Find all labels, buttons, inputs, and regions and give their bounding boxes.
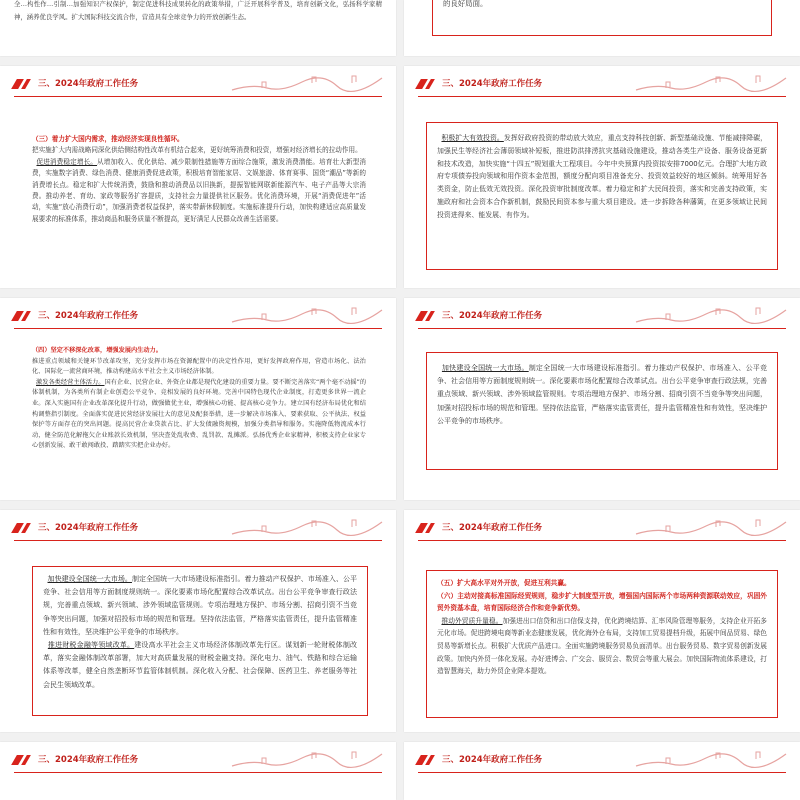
slide-text: 全…构性作…引制…加强知识产权保护，制定促进科技成果转化的政策举措，广泛开展科学普及，培育创新文化，弘扬科学家精神，涵养优良学风。扩大国际科技交流合作，营造具有全球竞争力的开放创新生态。 <box>14 0 382 21</box>
header-mark-icon <box>415 311 435 321</box>
slide-title: 三、2024年政府工作任务 <box>38 755 139 765</box>
great-wall-icon <box>636 70 786 96</box>
slide-title: 三、2024年政府工作任务 <box>38 311 139 321</box>
slide-bottom-left <box>0 742 396 800</box>
slide-header <box>404 298 800 334</box>
section-heading: （三）着力扩大国内需求，推动经济实现良性循环。 <box>32 135 184 143</box>
slide-title: 三、2024年政府工作任务 <box>442 79 543 89</box>
header-rule <box>14 96 382 97</box>
content-box <box>32 566 368 716</box>
slide-top-left <box>0 0 396 56</box>
box-text <box>437 132 767 222</box>
slide-title: 三、2024年政府工作任务 <box>38 79 139 89</box>
header-mark-icon <box>415 79 435 89</box>
slide-title: 三、2024年政府工作任务 <box>38 523 139 533</box>
content-box <box>432 0 772 36</box>
section-heading: （五）扩大高水平对外开放，促进互利共赢。 <box>437 579 571 587</box>
great-wall-icon <box>232 70 382 96</box>
slide-header <box>0 742 396 778</box>
paragraph-lead: 加快建设全国统一大市场。 <box>47 575 132 583</box>
paragraph-lead: 促进消费稳定增长。 <box>36 157 98 166</box>
section-heading: （四）坚定不移深化改革，增强发展内生动力。 <box>32 347 162 354</box>
great-wall-icon <box>636 302 786 328</box>
slide-title: 三、2024年政府工作任务 <box>442 523 543 533</box>
header-mark-icon <box>415 523 435 533</box>
slide-header <box>0 66 396 102</box>
slide-body <box>32 346 366 452</box>
slide-header <box>404 742 800 778</box>
slide-investment <box>404 66 800 288</box>
paragraph: 从增加收入、优化供给、减少限制性措施等方面综合施策，激发消费潜能。培育壮大新型消费，实施数字消费、绿色消费、健康消费促进政策，积极培育智能家居、文娱旅游、体育赛事、国货“潮品”等新的消费增长点。稳定和扩大传统消费，鼓励和推动消费品以旧换新，提振智能网联新能源汽车、电子产品等大宗消费。推动养老、育幼、家政等服务扩容提质，支持社会力量提供社区服务。优化消费环境，开展“消费促进年”活动，实施“放心消费行动”，加强消费者权益保护，落实带薪休假制度。实施标准提升行动，加快构建适应高质量发展要求的标准体系，推动商品和服务质量不断提高，更好满足人民群众改善生活需要。 <box>32 157 367 223</box>
header-mark-icon <box>11 311 31 321</box>
paragraph: 发挥好政府投资的带动放大效应，重点支持科技创新、新型基础设施、节能减排降碳，加强民生等经济社会薄弱领域补短板，推进防洪排涝抗灾基础设施建设，推动各类生产设备、服务设备更新和技术改造，加快实施“十四五”规划重大工程项目。今年中央预算内投资拟安排7000亿元。合理扩大地方政府专项债券投向领域和用作资本金范围，额度分配向项目准备充分、投资效益较好的地区倾斜。统筹用好各类资金，防止低效无效投资。深化投资审批制度改革。着力稳定和扩大民间投资，落实和完善支持政策，实施政府和社会资本合作新机制，鼓励民间资本参与重大项目建设。进一步拆除各种藩篱，在更多领域让民间投资进得来、能发展、有作为。 <box>437 134 768 219</box>
header-mark-icon <box>11 523 31 533</box>
slide-header <box>0 510 396 546</box>
box-text <box>43 573 357 692</box>
paragraph-lead: 激发各类经营主体活力。 <box>36 378 105 386</box>
header-rule <box>418 328 786 329</box>
box-text <box>437 362 767 428</box>
paragraph-lead: 积极扩大有效投资。 <box>441 134 504 142</box>
slide-market-finance <box>0 510 396 732</box>
slide-body <box>32 134 366 225</box>
paragraph: 制定全国统一大市场建设标准指引。着力推动产权保护、市场准入、公平竞争、社会信用等方面制度规则统一。深化要素市场化配置综合改革试点。出台公平竞争审查行政法规，完善重点领域、新兴领域、涉外领域监管规则。专项治理地方保护、市场分割、招商引资不当竞争等突出问题，加强对招投标市场的规范和管理。坚持依法监管，严格落实监管责任，提升监管精准性和有效性，坚决维护公平竞争的市场秩序。 <box>437 364 768 425</box>
slide-bottom-right <box>404 742 800 800</box>
header-mark-icon <box>415 755 435 765</box>
paragraph: 推进重点领域和关键环节改革攻坚，充分发挥市场在资源配置中的决定性作用，更好发挥政府作用，营造市场化、法治化、国际化一流营商环境，推动构建高水平社会主义市场经济体制。 <box>32 357 366 376</box>
great-wall-icon <box>636 514 786 540</box>
paragraph-lead: 推进财税金融等领域改革。 <box>47 641 135 650</box>
slide-top-right <box>404 0 800 56</box>
great-wall-icon <box>232 514 382 540</box>
header-rule <box>14 772 382 773</box>
header-rule <box>14 540 382 541</box>
great-wall-icon <box>232 302 382 328</box>
slide-reform <box>0 298 396 500</box>
paragraph: 制定全国统一大市场建设标准指引。着力推动产权保护、市场准入、公平竞争、社会信用等方面制度规则统一。深化要素市场化配置综合改革试点。出台公平竞争审查行政法规，完善重点领域、新兴领域、涉外领域监管规则。专项治理地方保护、市场分割、招商引资不当竞争等突出问题，加强对招投标市场的规范和管理。坚持依法监管，严格落实监管责任，提升监管精准性和有效性，坚决维护公平竞争的市场秩序。 <box>43 575 358 636</box>
header-mark-icon <box>11 755 31 765</box>
section-heading: （六）主动对接高标准国际经贸规则，稳步扩大制度型开放，增强国内国际两个市场两种资源联动效应，巩固外贸外资基本盘，培育国际经济合作和竞争新优势。 <box>437 591 767 613</box>
header-mark-icon <box>11 79 31 89</box>
great-wall-icon <box>636 746 786 772</box>
paragraph: 把实施扩大内需战略同深化供给侧结构性改革有机结合起来，更好统筹消费和投资，增强对经济增长的拉动作用。 <box>32 146 362 155</box>
slide-consumption <box>0 66 396 288</box>
slide-text: 的良好局面。 <box>443 0 488 8</box>
slide-header <box>404 510 800 546</box>
header-rule <box>418 540 786 541</box>
slide-title: 三、2024年政府工作任务 <box>442 311 543 321</box>
slide-header <box>0 298 396 334</box>
paragraph: 建设高水平社会主义市场经济体制改革先行区。谋划新一轮财税体制改革，落实金融体制改革部署，加大对高质量发展的财税金融支持。深化电力、油气、铁路和综合运输体系等改革，健全自然垄断环节监管体制机制。深化收入分配、社会保障、医药卫生、养老服务等社会民生领域改革。 <box>43 641 358 689</box>
slide-opening-up <box>404 510 800 732</box>
slide-header <box>404 66 800 102</box>
paragraph-lead: 推动外贸质升量稳。 <box>441 616 503 625</box>
great-wall-icon <box>232 746 382 772</box>
box-text <box>437 577 767 678</box>
slide-unified-market <box>404 298 800 500</box>
paragraph: 加强进出口信贷和出口信保支持，优化跨境结算、汇率风险管理等服务，支持企业开拓多元化市场。促进跨境电商等新业态健康发展，优化海外仓布局，支持加工贸易提档升级，拓展中间品贸易、绿色贸易等新增长点。积极扩大优质产品进口。全面实施跨境服务贸易负面清单。出台服务贸易、数字贸易创新发展政策。加快内外贸一体化发展。办好进博会、广交会、服贸会、数贸会等重大展会。加快国际物流体系建设，打造智慧海关，助力外贸企业降本提效。 <box>437 616 767 676</box>
content-box <box>426 352 778 470</box>
header-rule <box>14 328 382 329</box>
header-rule <box>418 96 786 97</box>
content-box <box>426 570 778 718</box>
content-box <box>426 122 778 270</box>
paragraph-lead: 加快建设全国统一大市场。 <box>441 364 529 372</box>
paragraph: 国有企业、民营企业、外资企业都是现代化建设的重要力量。要不断完善落实“两个毫不动摇”的体制机制，为各类所有制企业创造公平竞争、竞相发展的良好环境。完善中国特色现代企业制度，打造更多世界一流企业。深入实施国有企业改革深化提升行动，做强做优主业，增强核心功能、提高核心竞争力。建立国有经济布局优化和结构调整指引制度。全面落实促进民营经济发展壮大的意见及配套举措，进一步解决市场准入、要素获取、公平执法、权益保护等方面存在的突出问题。提高民营企业贷款占比、扩大发债融资规模，加强分类指导和服务。实施降低物流成本行动，健全防范化解拖欠企业账款长效机制，坚决查处乱收费、乱罚款、乱摊派。弘扬优秀企业家精神，积极支持企业家专心创新发展、敢干敢闯敢投、踏踏实实把企业办好。 <box>32 378 367 450</box>
header-rule <box>418 772 786 773</box>
slide-title: 三、2024年政府工作任务 <box>442 755 543 765</box>
